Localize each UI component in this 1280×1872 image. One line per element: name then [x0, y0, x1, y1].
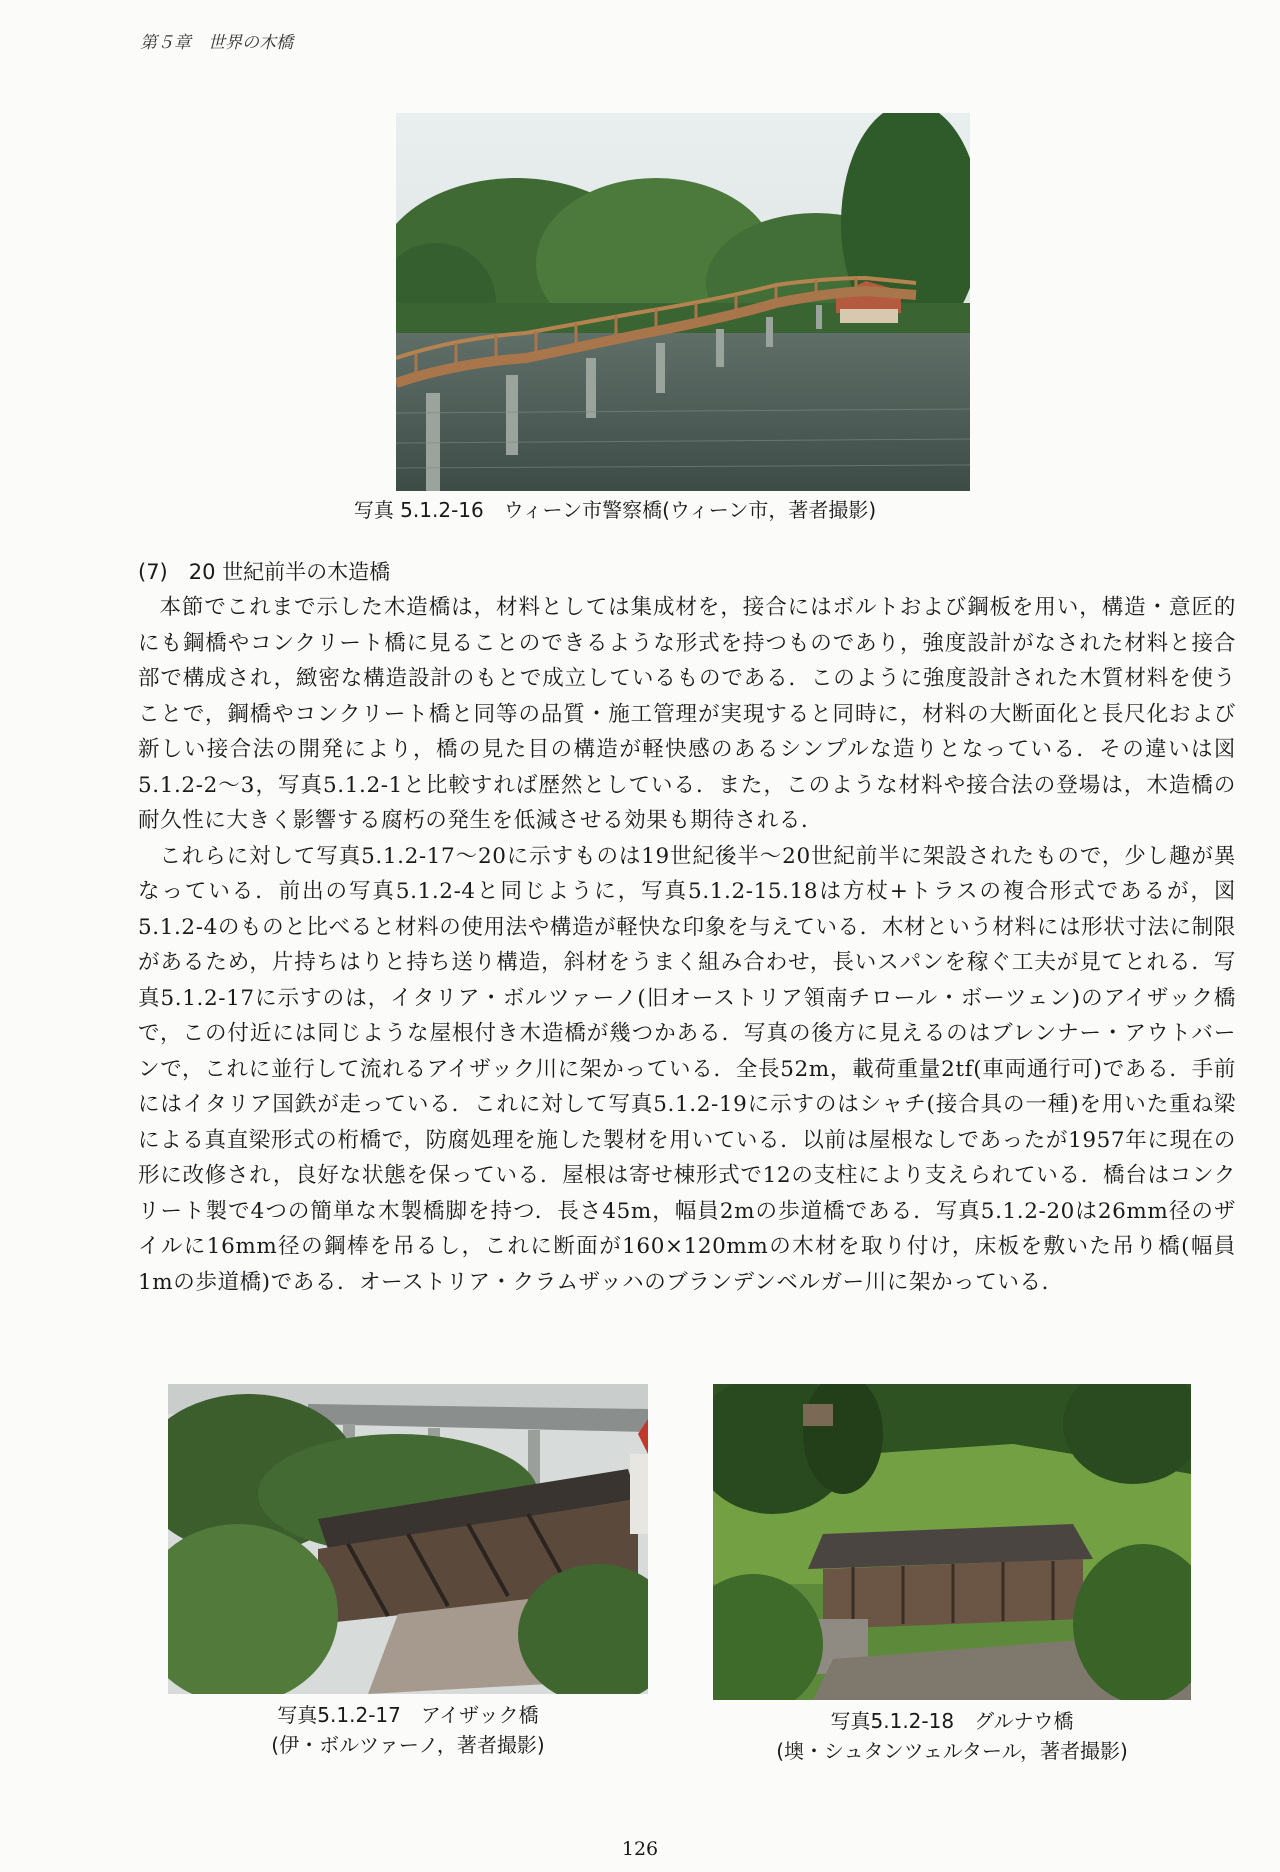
- caption-photo-17-line1: 写真5.1.2-17 アイザック橋: [277, 1703, 539, 1727]
- paragraph-1: 本節でこれまで示した木造橋は，材料としては集成材を，接合にはボルトおよび鋼板を用い，構造・意匠的にも鋼橋やコンクリート橋に見ることのできるような形式を持つものであり，強度設計がなされた材料と接合部で構成され，緻密な構造設計のもとで成立しているものである．このように強度設計された木質材料を使うことで，鋼橋やコンクリート橋と同等の品質・施工管理が実現すると同時に，材料の大断面化と長尺化および新しい接合法の開発により，橋の見た目の構造が軽快感のあるシンプルな造りとなっている．その違いは図5.1.2-2～3，写真5.1.2-1と比較すれば歴然としている．また，このような材料や接合法の登場は，木造橋の耐久性に大きく影響する腐朽の発生を低減させる効果も期待される．: [138, 595, 1236, 833]
- caption-photo-16: 写真 5.1.2-16 ウィーン市警察橋(ウィーン市，著者撮影): [353, 498, 877, 522]
- paragraph-2: これらに対して写真5.1.2-17～20に示すものは19世紀後半～20世紀前半に架設されたもので，少し趣が異なっている．前出の写真5.1.2-4と同じように，写真5.1.2-15.18は方杖+トラスの複合形式であるが，図5.1.2-4のものと比べると材料の使用法や構造が軽快な印象を与えている．木材という材料には形状寸法に制限があるため，片持ちはりと持ち送り構造，斜材をうまく組み合わせ，長いスパンを稼ぐ工夫が見てとれる．写真5.1.2-17に示すのは，イタリア・ボルツァーノ(旧オーストリア領南チロール・ボーツェン)のアイザック橋で，この付近には同じような屋根付き木造橋が幾つかある．写真の後方に見えるのはブレンナー・アウトバーンで，これに並行して流れるアイザック川に架かっている．全長52m，載荷重量2tf(車両通行可)である．手前にはイタリア国鉄が走っている．これに対して写真5.1.2-19に示すのはシャチ(接合具の一種)を用いた重ね梁による真直梁形式の桁橋で，防腐処理を施した製材を用いている．以前は屋根なしであったが1957年に現在の形に改修され，良好な状態を保っている．屋根は寄せ棟形式で12の支柱により支えられている．橋台はコンクリート製で4つの簡単な木製橋脚を持つ．長さ45m，幅員2mの歩道橋である．写真5.1.2-20は26mm径のザイルに16mm径の鋼棒を吊るし，これに断面が160×120mmの木材を取り付け，床板を敷いた吊り橋(幅員1mの歩道橋)である．オーストリア・クラムザッハのブランデンベルガー川に架かっている．: [138, 843, 1236, 1295]
- caption-photo-17-line2: (伊・ボルツァーノ，著者撮影): [271, 1733, 545, 1757]
- section-heading: (7) 20 世紀前半の木造橋: [138, 560, 391, 584]
- photo-grunau-bridge: [713, 1384, 1191, 1700]
- police-bridge-illustration: [396, 113, 970, 491]
- eisack-bridge-illustration: [168, 1384, 648, 1694]
- caption-photo-18-line2: (墺・シュタンツェルタール，著者撮影): [776, 1739, 1128, 1763]
- page-number: 126: [621, 1838, 659, 1860]
- photo-eisack-bridge: [168, 1384, 648, 1694]
- running-head: 第５章 世界の木橋: [140, 33, 293, 53]
- photo-police-bridge: [396, 113, 970, 491]
- caption-photo-18-line1: 写真5.1.2-18 グルナウ橋: [830, 1709, 1074, 1733]
- grunau-bridge-illustration: [713, 1384, 1191, 1700]
- body-text: [138, 590, 1236, 1300]
